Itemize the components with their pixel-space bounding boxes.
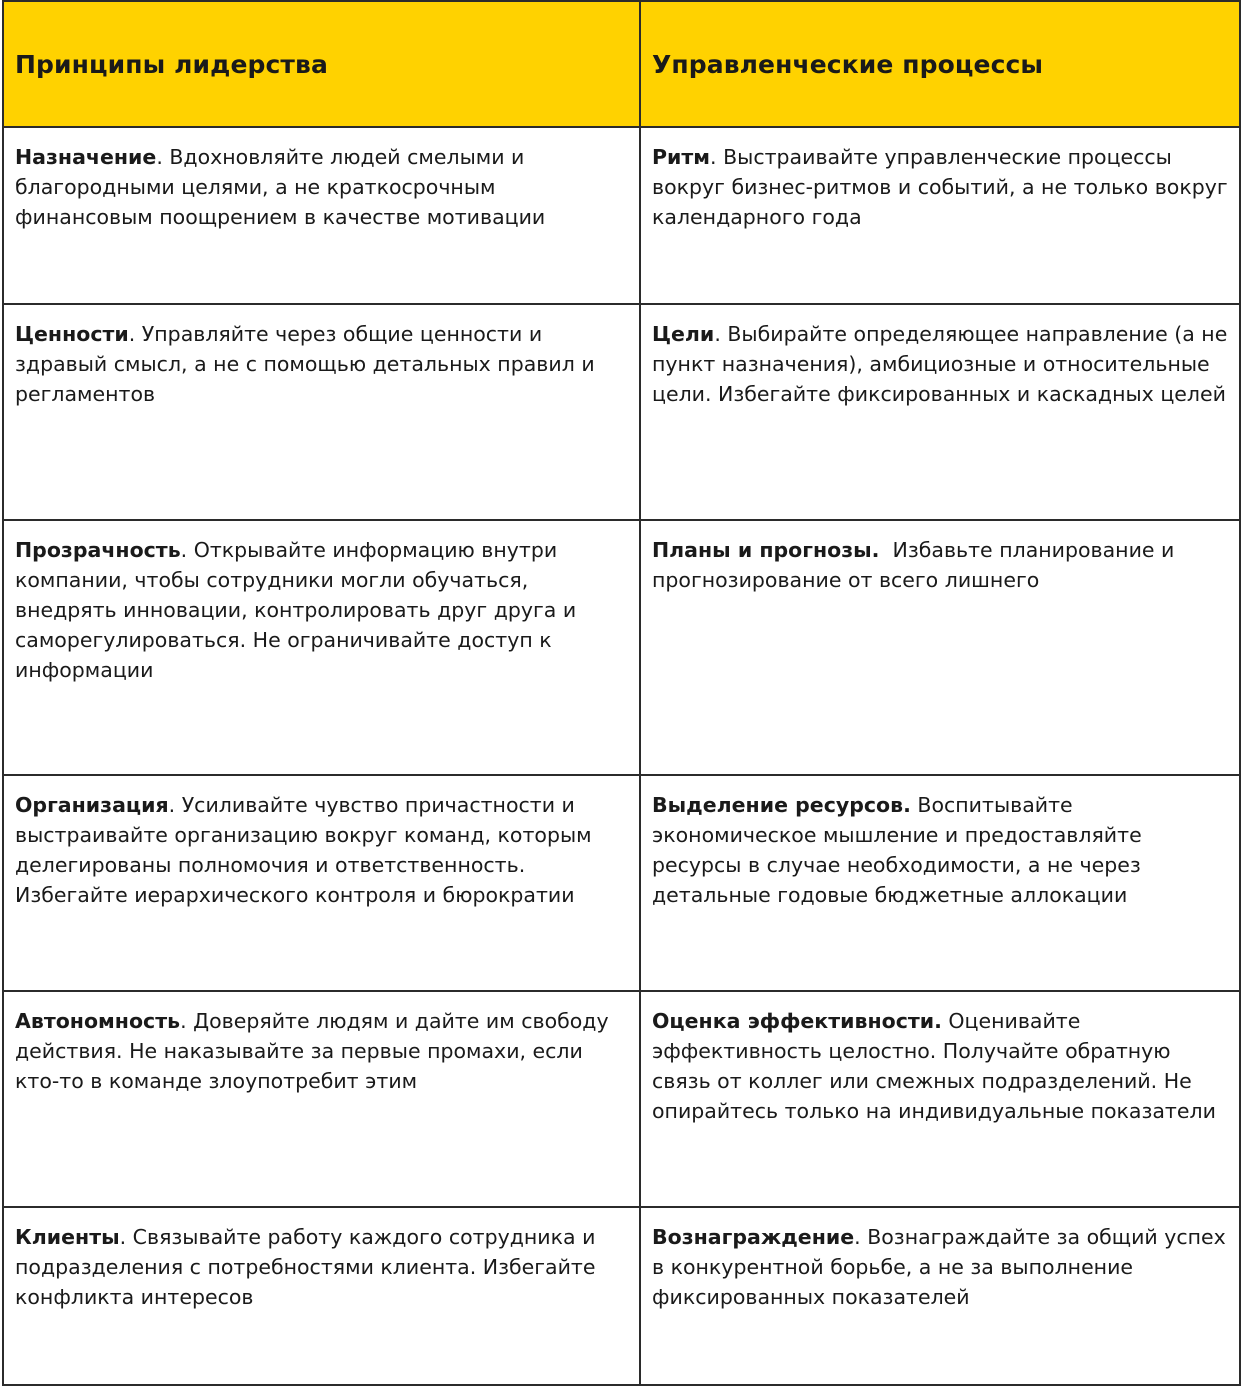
process-cell	[640, 775, 1240, 991]
principle-cell	[3, 304, 640, 520]
table-row	[3, 304, 1240, 520]
principle-term: Клиенты	[15, 1225, 120, 1249]
principle-separator: .	[168, 793, 182, 817]
process-cell	[640, 991, 1240, 1207]
process-separator: .	[854, 1225, 868, 1249]
principle-term: Назначение	[15, 145, 157, 169]
process-text: Оценивайте эффективность целостно. Получайте обратную связь от коллег или смежных подразделений. Не опирайтесь только на индивидуальные показатели	[652, 1009, 1216, 1123]
process-cell	[640, 520, 1240, 775]
process-separator: .	[710, 145, 724, 169]
process-term: Планы и прогнозы.	[652, 538, 880, 562]
principle-cell	[3, 127, 640, 304]
process-term: Цели	[652, 322, 715, 346]
principle-separator: .	[180, 538, 194, 562]
process-term: Оценка эффективности.	[652, 1009, 942, 1033]
principle-term: Ценности	[15, 322, 129, 346]
principle-separator: .	[180, 1009, 194, 1033]
table-row	[3, 775, 1240, 991]
principle-text: Управляйте через общие ценности и здравый смысл, а не с помощью детальных правил и регламентов	[15, 322, 595, 406]
principle-cell	[3, 520, 640, 775]
table-row	[3, 127, 1240, 304]
principle-cell	[3, 991, 640, 1207]
principle-text: Доверяйте людям и дайте им свободу действия. Не наказывайте за первые промахи, если кто-то в команде злоупотребит этим	[15, 1009, 609, 1093]
table-row	[3, 1207, 1240, 1385]
process-text: Вознаграждайте за общий успех в конкурентной борьбе, а не за выполнение фиксированных показателей	[652, 1225, 1226, 1309]
principles-table	[2, 0, 1241, 1386]
principle-cell	[3, 1207, 640, 1385]
process-cell	[640, 1207, 1240, 1385]
process-cell	[640, 304, 1240, 520]
process-term: Вознаграждение	[652, 1225, 855, 1249]
principle-text: Связывайте работу каждого сотрудника и подразделения с потребностями клиента. Избегайте конфликта интересов	[15, 1225, 596, 1309]
process-term: Выделение ресурсов.	[652, 793, 911, 817]
process-text: Выбирайте определяющее направление (а не пункт назначения), амбициозные и относительные цели. Избегайте фиксированных и каскадных целей	[652, 322, 1228, 406]
principle-term: Прозрачность	[15, 538, 181, 562]
process-text: Избавьте планирование и прогнозирование от всего лишнего	[652, 538, 1175, 592]
header-row	[3, 1, 1240, 127]
header-management-processes: Управленческие процессы	[640, 1, 1240, 127]
process-term: Ритм	[652, 145, 711, 169]
principle-term: Автономность	[15, 1009, 181, 1033]
table-row	[3, 520, 1240, 775]
principle-separator: .	[128, 322, 142, 346]
process-text: Выстраивайте управленческие процессы вокруг бизнес-ритмов и событий, а не только вокруг календарного года	[652, 145, 1228, 229]
principle-term: Организация	[15, 793, 169, 817]
principle-separator: .	[156, 145, 170, 169]
process-cell	[640, 127, 1240, 304]
table-row	[3, 991, 1240, 1207]
principle-separator: .	[119, 1225, 133, 1249]
principle-cell	[3, 775, 640, 991]
process-separator	[879, 538, 892, 562]
principle-text: Вдохновляйте людей смелыми и благородными целями, а не краткосрочным финансовым поощрением в качестве мотивации	[15, 145, 546, 229]
principle-text: Усиливайте чувство причастности и выстраивайте организацию вокруг команд, которым делегированы полномочия и ответственность. Избегайте иерархического контроля и бюрократии	[15, 793, 592, 907]
process-separator: .	[714, 322, 728, 346]
principle-text: Открывайте информацию внутри компании, чтобы сотрудники могли обучаться, внедрять инновации, контролировать друг друга и саморегулироваться. Не ограничивайте доступ к информации	[15, 538, 577, 682]
header-leadership-principles: Принципы лидерства	[3, 1, 640, 127]
process-text: Воспитывайте экономическое мышление и предоставляйте ресурсы в случае необходимости, а не через детальные годовые бюджетные аллокации	[652, 793, 1142, 907]
